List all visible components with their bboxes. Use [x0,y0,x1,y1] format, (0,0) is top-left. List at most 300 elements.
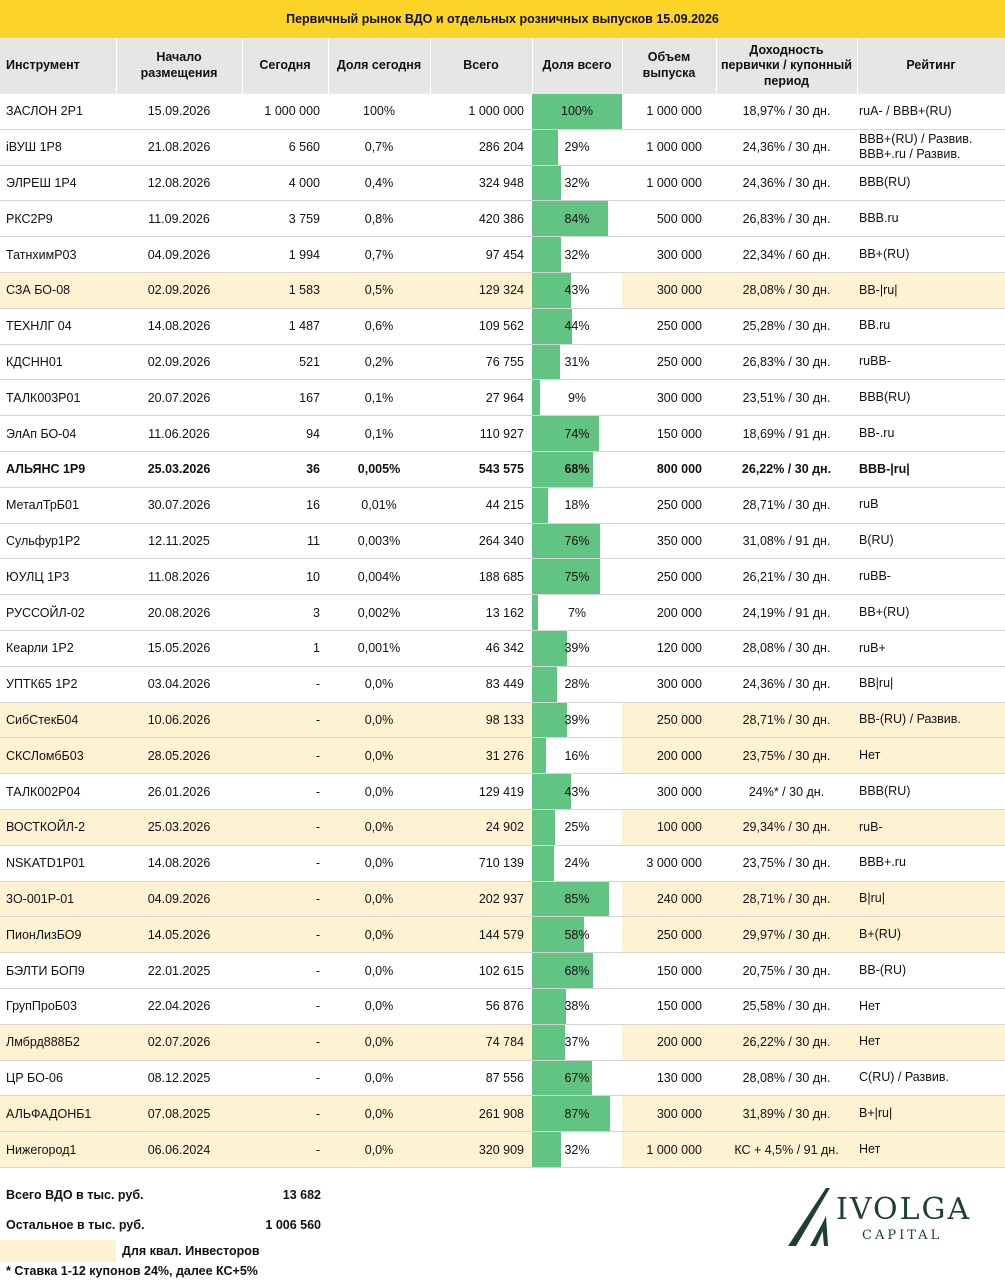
share-today-cell: 0,0% [328,917,430,953]
yield-cell: 26,83% / 30 дн. [716,344,857,380]
start-date-cell: 10.06.2026 [116,702,242,738]
instrument-cell: ВОСТКОЙЛ-2 [0,809,116,845]
share-today-cell: 0,004% [328,559,430,595]
volume-cell: 1 000 000 [622,1132,716,1168]
share-total-label: 39% [564,641,590,656]
share-total-cell [532,487,622,523]
today-cell: - [242,917,328,953]
table-row [0,774,1005,810]
yield-cell: 22,34% / 60 дн. [716,237,857,273]
total-cell: 320 909 [430,1132,532,1168]
instrument-cell: iВУШ 1Р8 [0,129,116,165]
share-total-label: 84% [564,211,590,226]
yield-cell: 23,51% / 30 дн. [716,380,857,416]
table-row [0,1132,1005,1168]
rating-cell: C(RU) / Развив. [857,1060,1005,1096]
start-date-cell: 08.12.2025 [116,1060,242,1096]
rating-cell: B(RU) [857,523,1005,559]
instrument-cell: 3О-001Р-01 [0,881,116,917]
total-cell: 76 755 [430,344,532,380]
today-cell: - [242,774,328,810]
volume-cell: 250 000 [622,702,716,738]
rating-cell: ruA- / BBB+(RU) [857,94,1005,129]
today-cell: 1 [242,630,328,666]
yield-cell: 31,08% / 91 дн. [716,523,857,559]
start-date-cell: 02.07.2026 [116,1024,242,1060]
start-date-cell: 07.08.2025 [116,1096,242,1132]
share-total-label: 31% [564,354,590,369]
today-cell: 3 759 [242,201,328,237]
total-cell: 56 876 [430,988,532,1024]
share-today-cell: 0,5% [328,272,430,308]
header-share-total: Доля всего [532,38,622,94]
rating-cell: BB-.ru [857,416,1005,452]
total-cell: 710 139 [430,845,532,881]
rating-cell: BB-(RU) [857,953,1005,989]
share-today-cell: 0,01% [328,487,430,523]
rating-cell: BB-(RU) / Развив. [857,702,1005,738]
share-total-label: 39% [564,712,590,727]
share-today-cell: 0,1% [328,416,430,452]
share-total-cell [532,1060,622,1096]
volume-cell: 130 000 [622,1060,716,1096]
yield-cell: 29,34% / 30 дн. [716,809,857,845]
share-total-label: 44% [564,319,590,334]
volume-cell: 500 000 [622,201,716,237]
instrument-cell: СибСтекБ04 [0,702,116,738]
start-date-cell: 12.08.2026 [116,165,242,201]
yield-cell: 23,75% / 30 дн. [716,738,857,774]
share-total-label: 18% [564,498,590,513]
volume-cell: 1 000 000 [622,129,716,165]
share-total-cell [532,595,622,631]
instrument-cell: ЮУЛЦ 1Р3 [0,559,116,595]
yield-cell: 24,36% / 30 дн. [716,165,857,201]
yield-cell: 26,83% / 30 дн. [716,201,857,237]
yield-cell: 28,08% / 30 дн. [716,1060,857,1096]
share-total-label: 7% [567,605,587,620]
share-total-label: 16% [564,748,590,763]
table-row [0,451,1005,487]
share-today-cell: 0,6% [328,308,430,344]
today-cell: 167 [242,380,328,416]
start-date-cell: 20.07.2026 [116,380,242,416]
yield-cell: 25,28% / 30 дн. [716,308,857,344]
share-total-label: 68% [564,963,590,978]
start-date-cell: 30.07.2026 [116,487,242,523]
volume-cell: 200 000 [622,595,716,631]
volume-cell: 300 000 [622,272,716,308]
table-row [0,738,1005,774]
volume-cell: 300 000 [622,666,716,702]
rating-cell: ruB [857,487,1005,523]
share-total-cell [532,917,622,953]
share-today-cell: 0,1% [328,380,430,416]
rating-cell: B+|ru| [857,1096,1005,1132]
yield-cell: 23,75% / 30 дн. [716,845,857,881]
yield-cell: 18,69% / 91 дн. [716,416,857,452]
instrument-cell: NSKATD1P01 [0,845,116,881]
share-total-cell [532,129,622,165]
volume-cell: 250 000 [622,344,716,380]
share-total-cell [532,344,622,380]
volume-cell: 240 000 [622,881,716,917]
table-row [0,201,1005,237]
header-rating: Рейтинг [857,38,1005,94]
share-today-cell: 0,0% [328,881,430,917]
table-row [0,487,1005,523]
share-today-cell: 0,0% [328,1132,430,1168]
start-date-cell: 15.09.2026 [116,94,242,129]
table-row [0,523,1005,559]
share-total-cell [532,272,622,308]
total-cell: 31 276 [430,738,532,774]
share-total-label: 58% [564,927,590,942]
instrument-cell: ЗАСЛОН 2Р1 [0,94,116,129]
yield-cell: 24,36% / 30 дн. [716,666,857,702]
header-total: Всего [430,38,532,94]
share-total-label: 32% [564,175,590,190]
share-total-label: 29% [564,140,590,155]
today-cell: 11 [242,523,328,559]
rating-cell: Нет [857,988,1005,1024]
share-total-cell [532,416,622,452]
share-total-cell [532,237,622,273]
total-cell: 420 386 [430,201,532,237]
instrument-cell: ТЕХНЛГ 04 [0,308,116,344]
instrument-cell: КДСНН01 [0,344,116,380]
table-row [0,917,1005,953]
volume-cell: 1 000 000 [622,165,716,201]
start-date-cell: 14.05.2026 [116,917,242,953]
start-date-cell: 02.09.2026 [116,344,242,380]
table-row [0,702,1005,738]
share-total-label: 9% [567,390,587,405]
today-cell: 521 [242,344,328,380]
start-date-cell: 14.08.2026 [116,845,242,881]
total-cell: 129 419 [430,774,532,810]
rating-cell: BB|ru| [857,666,1005,702]
start-date-cell: 25.03.2026 [116,809,242,845]
start-date-cell: 22.01.2025 [116,953,242,989]
table-row [0,416,1005,452]
share-total-cell [532,845,622,881]
volume-cell: 1 000 000 [622,94,716,129]
rating-cell: Нет [857,1024,1005,1060]
header-yield: Доходность первички / купонный период [716,38,857,94]
yield-cell: 24,36% / 30 дн. [716,129,857,165]
share-total-label: 87% [564,1106,590,1121]
table-header [0,38,1005,94]
start-date-cell: 06.06.2024 [116,1132,242,1168]
total-cell: 24 902 [430,809,532,845]
table-row [0,953,1005,989]
start-date-cell: 20.08.2026 [116,595,242,631]
table-row [0,1060,1005,1096]
table-row [0,809,1005,845]
total-cell: 144 579 [430,917,532,953]
instrument-cell: БЭЛТИ БОП9 [0,953,116,989]
total-cell: 74 784 [430,1024,532,1060]
page-title: Первичный рынок ВДО и отдельных розничных выпусков 15.09.2026 [0,0,1005,38]
total-cell: 110 927 [430,416,532,452]
yield-cell: 26,21% / 30 дн. [716,559,857,595]
table-row [0,165,1005,201]
share-today-cell: 0,7% [328,237,430,273]
rating-cell: Нет [857,1132,1005,1168]
today-cell: 1 487 [242,308,328,344]
today-cell: 3 [242,595,328,631]
yield-cell: 18,97% / 30 дн. [716,94,857,129]
total-label: Всего ВДО в тыс. руб. [6,1188,144,1202]
share-total-cell [532,308,622,344]
volume-cell: 200 000 [622,1024,716,1060]
share-total-label: 38% [564,999,590,1014]
volume-cell: 150 000 [622,953,716,989]
start-date-cell: 22.04.2026 [116,988,242,1024]
yield-cell: 31,89% / 30 дн. [716,1096,857,1132]
share-today-cell: 0,0% [328,953,430,989]
rating-cell: BB+(RU) [857,237,1005,273]
table-row [0,308,1005,344]
start-date-cell: 12.11.2025 [116,523,242,559]
share-total-cell [532,1132,622,1168]
volume-cell: 300 000 [622,774,716,810]
share-today-cell: 0,0% [328,845,430,881]
start-date-cell: 11.06.2026 [116,416,242,452]
yield-cell: 20,75% / 30 дн. [716,953,857,989]
instrument-cell: ЭЛРЕШ 1Р4 [0,165,116,201]
share-total-label: 32% [564,1142,590,1157]
instrument-cell: АЛЬФАДОНБ1 [0,1096,116,1132]
today-cell: 1 583 [242,272,328,308]
share-total-cell [532,809,622,845]
rating-cell: BBB+.ru [857,845,1005,881]
share-total-label: 74% [564,426,590,441]
instrument-cell: РКС2Р9 [0,201,116,237]
today-cell: 16 [242,487,328,523]
table-row [0,559,1005,595]
today-cell: - [242,738,328,774]
share-today-cell: 0,0% [328,738,430,774]
start-date-cell: 11.09.2026 [116,201,242,237]
table-row [0,237,1005,273]
total-cell: 109 562 [430,308,532,344]
total-cell: 261 908 [430,1096,532,1132]
volume-cell: 300 000 [622,1096,716,1132]
share-today-cell: 0,001% [328,630,430,666]
yield-cell: 28,08% / 30 дн. [716,272,857,308]
instrument-cell: УПТК65 1Р2 [0,666,116,702]
footer [0,1176,1005,1280]
today-cell: 6 560 [242,129,328,165]
start-date-cell: 02.09.2026 [116,272,242,308]
share-total-label: 37% [564,1035,590,1050]
total-cell: 543 575 [430,451,532,487]
share-today-cell: 0,0% [328,809,430,845]
start-date-cell: 25.03.2026 [116,451,242,487]
legend-label: Для квал. Инвесторов [122,1244,260,1258]
share-total-cell [532,953,622,989]
share-total-label: 43% [564,784,590,799]
instrument-cell: Лмбрд888Б2 [0,1024,116,1060]
rating-cell: BBB+(RU) / Развив. BBB+.ru / Развив. [857,129,1005,165]
instrument-cell: Нижегород1 [0,1132,116,1168]
volume-cell: 200 000 [622,738,716,774]
table-row [0,272,1005,308]
share-total-cell [532,1024,622,1060]
table-row [0,630,1005,666]
share-today-cell: 0,0% [328,774,430,810]
share-total-cell [532,702,622,738]
instrument-cell: ЦР БО-06 [0,1060,116,1096]
today-cell: - [242,702,328,738]
header-volume: Объем выпуска [622,38,716,94]
table-row [0,94,1005,129]
rating-cell: ruBB- [857,559,1005,595]
instrument-cell: ГрупПроБ03 [0,988,116,1024]
start-date-cell: 04.09.2026 [116,237,242,273]
yield-cell: 24,19% / 91 дн. [716,595,857,631]
total-cell: 188 685 [430,559,532,595]
share-today-cell: 0,0% [328,1060,430,1096]
share-today-cell: 100% [328,94,430,129]
share-today-cell: 0,7% [328,129,430,165]
total-cell: 83 449 [430,666,532,702]
share-total-label: 43% [564,283,590,298]
share-total-label: 85% [564,891,590,906]
today-cell: - [242,1024,328,1060]
volume-cell: 300 000 [622,237,716,273]
share-total-cell [532,523,622,559]
volume-cell: 250 000 [622,308,716,344]
rating-cell: BB+(RU) [857,595,1005,631]
rating-cell: BBB-|ru| [857,451,1005,487]
share-total-label: 32% [564,247,590,262]
share-total-cell [532,559,622,595]
yield-cell: 28,08% / 30 дн. [716,630,857,666]
share-today-cell: 0,0% [328,666,430,702]
instrument-cell: ТАЛК003Р01 [0,380,116,416]
share-total-label: 67% [564,1070,590,1085]
table-row [0,988,1005,1024]
start-date-cell: 15.05.2026 [116,630,242,666]
rating-cell: ruB+ [857,630,1005,666]
share-total-cell [532,630,622,666]
volume-cell: 150 000 [622,988,716,1024]
volume-cell: 100 000 [622,809,716,845]
share-today-cell: 0,0% [328,988,430,1024]
instrument-cell: ТатнхимР03 [0,237,116,273]
rating-cell: B|ru| [857,881,1005,917]
yield-cell: 29,97% / 30 дн. [716,917,857,953]
total-cell: 102 615 [430,953,532,989]
start-date-cell: 28.05.2026 [116,738,242,774]
total-value: 13 682 [282,1188,321,1202]
header-instrument: Инструмент [0,38,116,94]
share-today-cell: 0,4% [328,165,430,201]
rest-label: Остальное в тыс. руб. [6,1218,145,1232]
share-today-cell: 0,2% [328,344,430,380]
rest-value: 1 006 560 [265,1218,321,1232]
share-total-cell [532,666,622,702]
instrument-cell: Сульфур1Р2 [0,523,116,559]
volume-cell: 300 000 [622,380,716,416]
share-total-cell [532,94,622,129]
rating-cell: BB.ru [857,308,1005,344]
rating-cell: ruBB- [857,344,1005,380]
yield-cell: 26,22% / 30 дн. [716,451,857,487]
volume-cell: 3 000 000 [622,845,716,881]
today-cell: - [242,953,328,989]
total-cell: 87 556 [430,1060,532,1096]
logo-sub: CAPITAL [862,1228,943,1243]
footnote: * Ставка 1-12 купонов 24%, далее КС+5% [6,1264,258,1278]
table-row [0,666,1005,702]
share-total-cell [532,380,622,416]
share-total-cell [532,165,622,201]
volume-cell: 800 000 [622,451,716,487]
share-total-cell [532,881,622,917]
table-row [0,881,1005,917]
yield-cell: КС + 4,5% / 91 дн. [716,1132,857,1168]
share-total-cell [532,201,622,237]
yield-cell: 28,71% / 30 дн. [716,881,857,917]
today-cell: - [242,1096,328,1132]
yield-cell: 26,22% / 30 дн. [716,1024,857,1060]
total-cell: 286 204 [430,129,532,165]
rating-cell: BBB(RU) [857,380,1005,416]
header-start: Начало размещения [116,38,242,94]
volume-cell: 150 000 [622,416,716,452]
rating-cell: BBB(RU) [857,774,1005,810]
start-date-cell: 11.08.2026 [116,559,242,595]
total-cell: 264 340 [430,523,532,559]
instrument-cell: СЗА БО-08 [0,272,116,308]
volume-cell: 250 000 [622,487,716,523]
start-date-cell: 14.08.2026 [116,308,242,344]
table-row [0,845,1005,881]
share-total-label: 68% [564,462,590,477]
table-row [0,1024,1005,1060]
share-today-cell: 0,003% [328,523,430,559]
volume-cell: 350 000 [622,523,716,559]
instrument-cell: ПионЛизБО9 [0,917,116,953]
total-cell: 27 964 [430,380,532,416]
instrument-cell: ЭлАп БО-04 [0,416,116,452]
share-total-cell [532,451,622,487]
share-today-cell: 0,0% [328,702,430,738]
total-cell: 46 342 [430,630,532,666]
share-today-cell: 0,0% [328,1024,430,1060]
share-total-label: 24% [564,856,590,871]
share-total-label: 100% [561,104,593,119]
rating-cell: ruB- [857,809,1005,845]
rating-cell: Нет [857,738,1005,774]
start-date-cell: 26.01.2026 [116,774,242,810]
total-cell: 129 324 [430,272,532,308]
start-date-cell: 21.08.2026 [116,129,242,165]
table-row [0,1096,1005,1132]
total-cell: 1 000 000 [430,94,532,129]
share-today-cell: 0,0% [328,1096,430,1132]
today-cell: - [242,845,328,881]
today-cell: - [242,1132,328,1168]
volume-cell: 120 000 [622,630,716,666]
volume-cell: 250 000 [622,559,716,595]
volume-cell: 250 000 [622,917,716,953]
yield-cell: 25,58% / 30 дн. [716,988,857,1024]
